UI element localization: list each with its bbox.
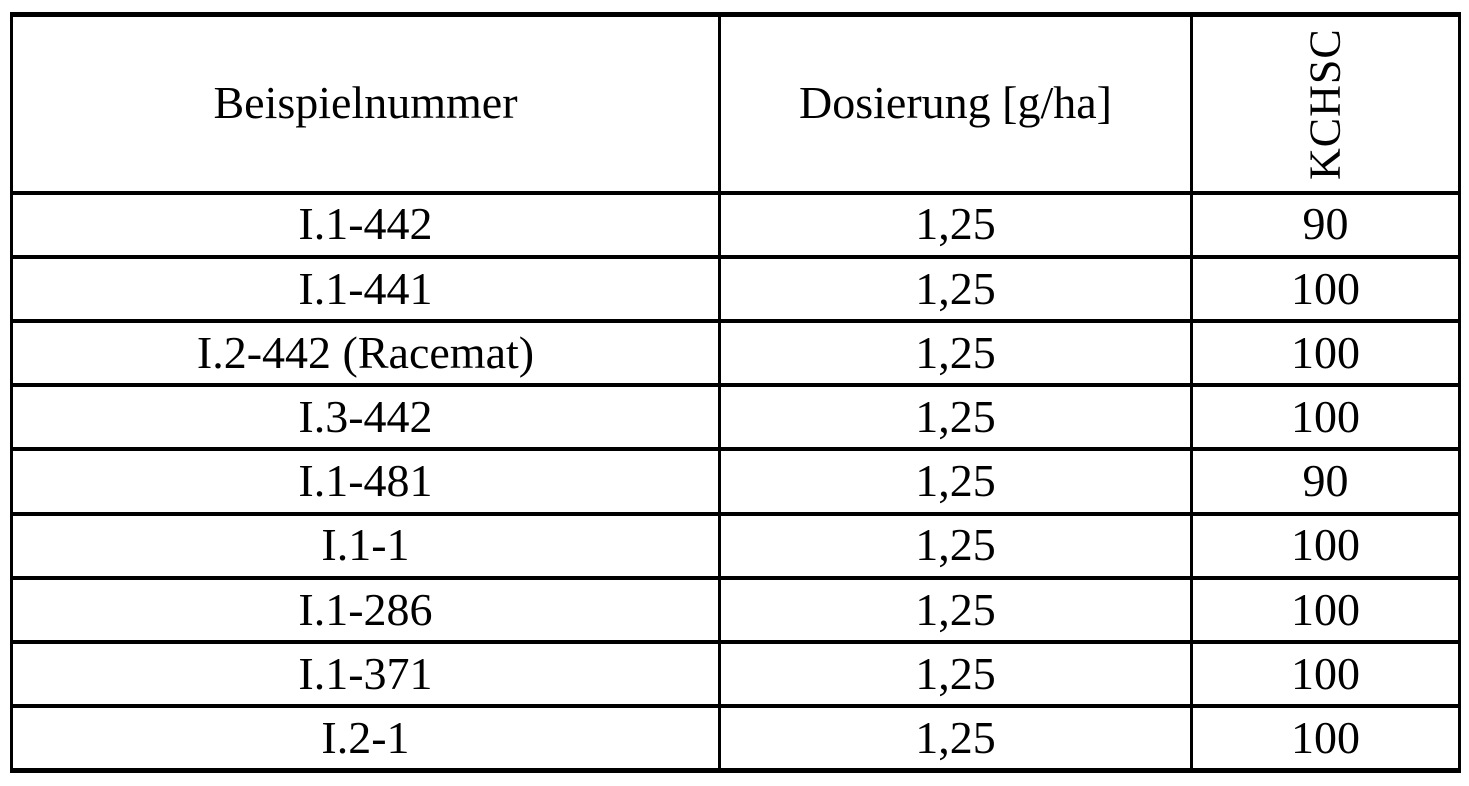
cell-beispielnummer: I.1-441 [12, 257, 720, 321]
cell-beispielnummer: I.2-442 (Racemat) [12, 321, 720, 385]
cell-dosierung: 1,25 [720, 193, 1192, 257]
cell-beispielnummer: I.1-286 [12, 578, 720, 642]
header-dosierung: Dosierung [g/ha] [720, 15, 1192, 193]
cell-kchsc: 100 [1192, 257, 1460, 321]
cell-kchsc: 100 [1192, 706, 1460, 770]
table-row [12, 706, 1460, 770]
cell-beispielnummer: I.3-442 [12, 385, 720, 449]
table-row [12, 257, 1460, 321]
cell-dosierung: 1,25 [720, 642, 1192, 706]
cell-kchsc: 100 [1192, 385, 1460, 449]
cell-kchsc: 100 [1192, 642, 1460, 706]
table-row [12, 449, 1460, 513]
cell-beispielnummer: I.2-1 [12, 706, 720, 770]
cell-dosierung: 1,25 [720, 385, 1192, 449]
table-row [12, 385, 1460, 449]
cell-beispielnummer: I.1-442 [12, 193, 720, 257]
cell-kchsc: 100 [1192, 321, 1460, 385]
header-row [12, 15, 1460, 193]
table-row [12, 193, 1460, 257]
header-kchsc-label: KCHSC [1300, 28, 1350, 181]
cell-dosierung: 1,25 [720, 578, 1192, 642]
header-kchsc [1192, 15, 1460, 193]
cell-dosierung: 1,25 [720, 257, 1192, 321]
header-beispielnummer: Beispielnummer [12, 15, 720, 193]
cell-beispielnummer: I.1-1 [12, 514, 720, 578]
cell-dosierung: 1,25 [720, 514, 1192, 578]
cell-beispielnummer: I.1-371 [12, 642, 720, 706]
table-row [12, 514, 1460, 578]
cell-kchsc: 90 [1192, 449, 1460, 513]
cell-kchsc: 100 [1192, 578, 1460, 642]
table-row [12, 578, 1460, 642]
results-table [10, 12, 1461, 773]
cell-kchsc: 100 [1192, 514, 1460, 578]
cell-dosierung: 1,25 [720, 449, 1192, 513]
cell-kchsc: 90 [1192, 193, 1460, 257]
cell-dosierung: 1,25 [720, 706, 1192, 770]
cell-dosierung: 1,25 [720, 321, 1192, 385]
table-row [12, 642, 1460, 706]
table-row [12, 321, 1460, 385]
cell-beispielnummer: I.1-481 [12, 449, 720, 513]
